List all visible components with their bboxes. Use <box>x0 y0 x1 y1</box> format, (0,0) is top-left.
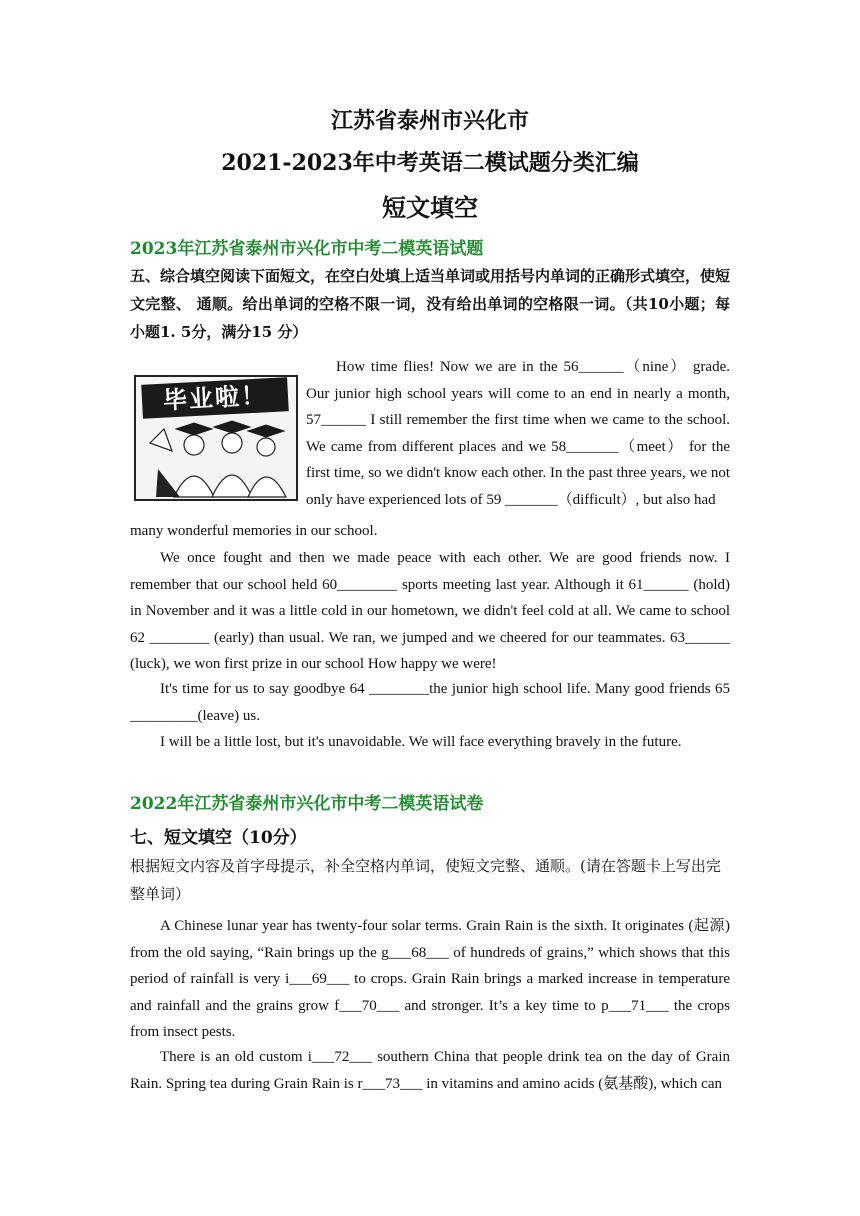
section-2023-instructions: 五、综合填空阅读下面短文，在空白处填上适当单词或用括号内单词的正确形式填空，使短文完整、 通顺。给出单词的空格不限一词，没有给出单词的空格限一词。（共10小题；每小题1. 5分，满分15 分） <box>130 267 731 341</box>
graduation-illustration <box>134 375 298 501</box>
section-2022-part-title: 七、短文填空（10分） <box>130 828 307 848</box>
passage-2023-paragraph-1-rest: many wonderful memories in our school. <box>130 523 378 539</box>
doc-title-topic: 短文填空 <box>382 193 478 222</box>
graduates-drawing <box>136 377 296 499</box>
section-2022-heading: 2022年江苏省泰州市兴化市中考二模英语试卷 <box>130 794 484 814</box>
passage-2023-paragraph-1-narrow: How time flies! Now we are in the 56______（nine） grade. Our junior high school years will come to an end in nearly a month, 57______ I still remember the first time when we came to the school. We came from different places and we 58_______（meet） for the first time, so we didn't know each other. In the past three years, we not only have experienced lots of 59 _______（difficult）, but also had <box>306 359 730 508</box>
passage-2023-paragraph-3: It's time for us to say goodbye 64 ________the junior high school life. Many good friends 65 _________(leave) us. <box>130 681 730 724</box>
passage-2022-paragraph-2: There is an old custom i___72___ southern China that people drink tea on the day of Grain Rain. Spring tea during Grain Rain is r___73___ in vitamins and amino acids (氨基酸), which can <box>130 1049 730 1092</box>
doc-title-region: 江苏省泰州市兴化市 <box>330 108 529 134</box>
section-2023-heading: 2023年江苏省泰州市兴化市中考二模英语试题 <box>130 239 484 259</box>
passage-2023-paragraph-2: We once fought and then we made peace with each other. We are good friends now. I remember that our school held 60________ sports meeting last year. Although it 61______ (hold) in November and it was a little cold in our hometown, we didn't feel cold at all. We came to school 62 ________ (early) than usual. We ran, we jumped and we cheered for our teammates. 63______ (luck), we won first prize in our school How happy we were! <box>130 550 730 672</box>
passage-2023-paragraph-4: I will be a little lost, but it's unavoidable. We will face everything bravely in the future. <box>160 734 682 750</box>
doc-title-years: 2021-2023年中考英语二模试题分类汇编 <box>221 150 639 176</box>
passage-2022-paragraph-1: A Chinese lunar year has twenty-four solar terms. Grain Rain is the sixth. It originates (起源) from the old saying, “Rain brings up the g___68___ of hundreds of grains,” which shows that this period of rainfall is very i___69___ to crops. Grain Rain brings a marked increase in temperature and rainfall and the grains grow f___70___ and stronger. It’s a key time to p___71___ the crops from insect pests. <box>130 918 730 1040</box>
graduation-banner-text: 毕业啦！ <box>141 377 289 419</box>
section-2022-instructions: 根据短文内容及首字母提示，补全空格内单词，使短文完整、通顺。(请在答题卡上写出完整单词） <box>130 857 721 903</box>
